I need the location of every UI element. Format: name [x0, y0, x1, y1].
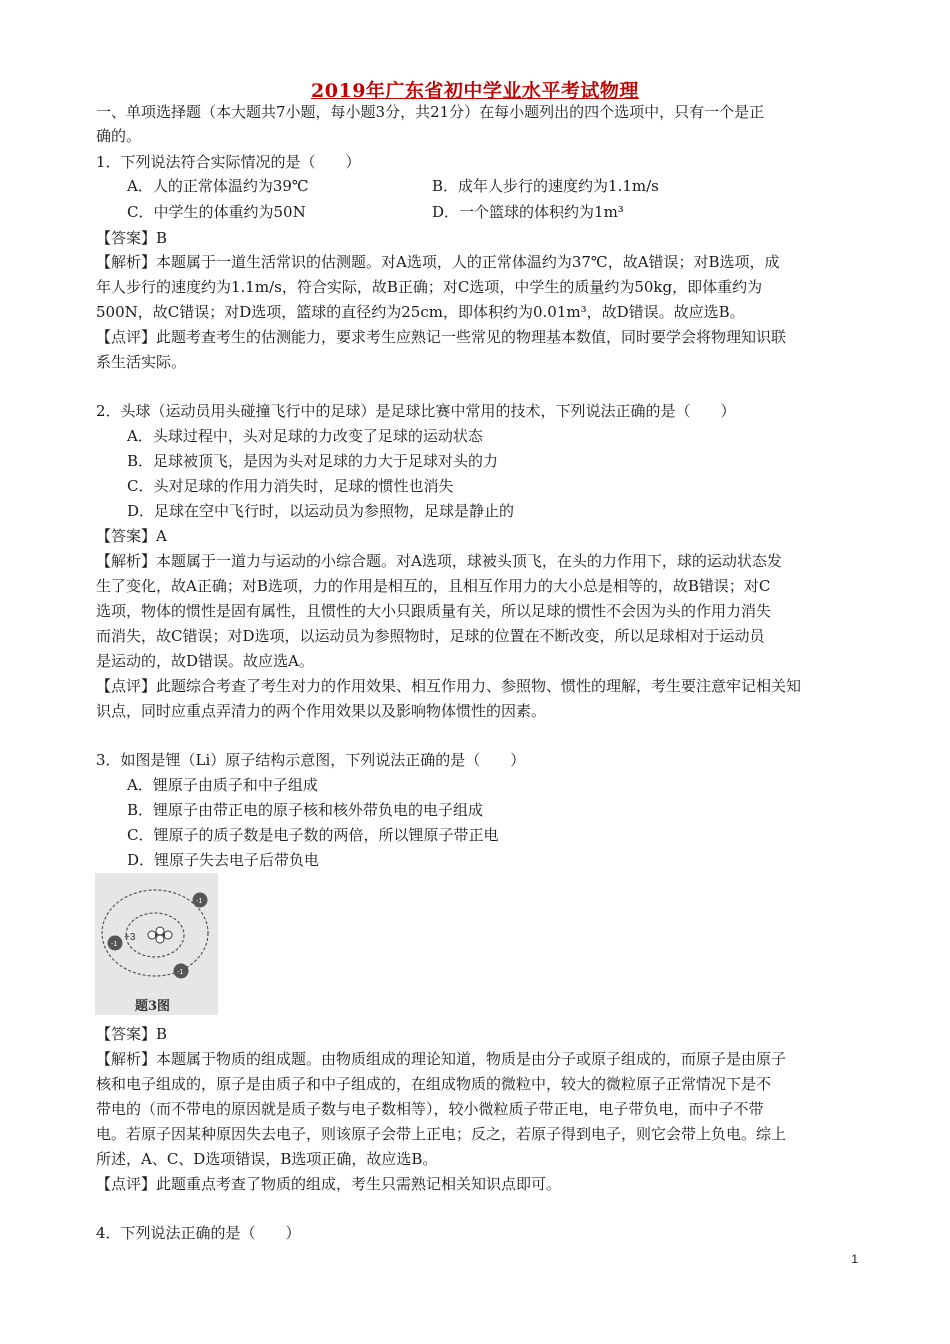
figure-caption: 题3图	[135, 999, 171, 1014]
q1-option-d: D．一个篮球的体积约为1m³	[432, 203, 624, 221]
q1-answer: 【答案】B	[96, 229, 168, 247]
nucleus-charge-label: +3	[124, 932, 136, 943]
q2-analysis-line-5: 是运动的，故D错误。故应选A。	[96, 652, 314, 670]
q4-stem: 4．下列说法正确的是（ ）	[96, 1224, 301, 1242]
q1-analysis-line-2: 年人步行的速度约为1.1m/s，符合实际，故B正确；对C选项，中学生的质量约为50kg，即体重约为	[96, 278, 763, 296]
electron-charge-label: -1	[177, 969, 184, 976]
page-title: 2019年广东省初中学业水平考试物理	[311, 80, 639, 102]
q3-stem: 3．如图是锂（Li）原子结构示意图，下列说法正确的是（ ）	[96, 751, 526, 769]
q2-comment-line-1: 【点评】此题综合考查了考生对力的作用效果、相互作用力、参照物、惯性的理解，考生要注意牢记相关知	[96, 677, 802, 695]
q2-analysis-line-3: 选项，物体的惯性是固有属性，且惯性的大小只跟质量有关，所以足球的惯性不会因为头的作用力消失	[96, 602, 772, 620]
q3-analysis-line-1: 【解析】本题属于物质的组成题。由物质组成的理论知道，物质是由分子或原子组成的，而原子是由原子	[96, 1050, 787, 1068]
atom-diagram	[95, 873, 218, 1015]
q2-option-a: A．头球过程中，头对足球的力改变了足球的运动状态	[127, 427, 483, 445]
q2-option-d: D．足球在空中飞行时，以运动员为参照物，足球是静止的	[127, 502, 515, 520]
q1-comment-line-1: 【点评】此题考查考生的估测能力，要求考生应熟记一些常见的物理基本数值，同时要学会将物理知识联	[96, 328, 787, 346]
electron-left	[108, 936, 123, 951]
q3-analysis-line-5: 所述，A、C、D选项错误，B选项正确，故应选B。	[96, 1150, 438, 1168]
electron-bottom	[174, 964, 189, 979]
electron-charge-label: -1	[196, 898, 203, 905]
q1-comment-line-2: 系生活实际。	[96, 353, 187, 371]
q3-option-d: D．锂原子失去电子后带负电	[127, 851, 320, 869]
electron-top	[193, 893, 208, 908]
q1-analysis-line-3: 500N，故C错误；对D选项，篮球的直径约为25cm，即体积约为0.01m³，故D错误。故应选B。	[96, 303, 745, 321]
section-heading-line-2: 确的。	[96, 127, 142, 145]
electron-charge-label: -1	[111, 941, 118, 948]
q2-option-b: B．足球被顶飞，是因为头对足球的力大于足球对头的力	[127, 452, 499, 470]
q2-stem: 2．头球（运动员用头碰撞飞行中的足球）是足球比赛中常用的技术，下列说法正确的是（ ）	[96, 402, 736, 420]
q1-stem: 1．下列说法符合实际情况的是（ ）	[96, 153, 361, 171]
q1-option-c: C．中学生的体重约为50N	[127, 203, 306, 221]
q3-analysis-line-3: 带电的（而不带电的原因就是质子数与电子数相等），较小微粒质子带正电，电子带负电，而中子不带	[96, 1100, 764, 1118]
lithium-atom-figure	[95, 873, 218, 1015]
q3-comment-line-1: 【点评】此题重点考查了物质的组成，考生只需熟记相关知识点即可。	[96, 1175, 562, 1193]
q2-analysis-line-2: 生了变化，故A正确；对B选项，力的作用是相互的，且相互作用力的大小总是相等的，故B错误；对C	[96, 577, 771, 595]
page-number: 1	[851, 1252, 858, 1266]
q2-answer: 【答案】A	[96, 527, 167, 545]
q3-option-b: B．锂原子由带正电的原子核和核外带负电的电子组成	[127, 801, 484, 819]
section-heading-line-1: 一、单项选择题（本大题共7小题，每小题3分，共21分）在每小题列出的四个选项中，只有一个是正	[96, 103, 765, 121]
q2-analysis-line-4: 而消失，故C错误；对D选项，以运动员为参照物时，足球的位置在不断改变，所以足球相对于运动员	[96, 627, 765, 645]
q2-comment-line-2: 识点，同时应重点弄清力的两个作用效果以及影响物体惯性的因素。	[96, 702, 547, 720]
q3-option-c: C．锂原子的质子数是电子数的两倍，所以锂原子带正电	[127, 826, 499, 844]
q3-analysis-line-2: 核和电子组成的，原子是由质子和中子组成的，在组成物质的微粒中，较大的微粒原子正常情况下是不	[96, 1075, 772, 1093]
q3-answer: 【答案】B	[96, 1025, 168, 1043]
q3-option-a: A．锂原子由质子和中子组成	[127, 776, 318, 794]
q1-analysis-line-1: 【解析】本题属于一道生活常识的估测题。对A选项，人的正常体温约为37℃，故A错误；对B选项，成	[96, 253, 780, 271]
q3-analysis-line-4: 电。若原子因某种原因失去电子，则该原子会带上正电；反之，若原子得到电子，则它会带上负电。综上	[96, 1125, 787, 1143]
q1-option-b: B．成年人步行的速度约为1.1m/s	[432, 177, 659, 195]
q1-option-a: A．人的正常体温约为39℃	[127, 177, 309, 195]
q2-option-c: C．头对足球的作用力消失时，足球的惯性也消失	[127, 477, 454, 495]
nucleus	[148, 927, 172, 943]
q2-analysis-line-1: 【解析】本题属于一道力与运动的小综合题。对A选项，球被头顶飞，在头的力作用下，球的运动状态发	[96, 552, 782, 570]
